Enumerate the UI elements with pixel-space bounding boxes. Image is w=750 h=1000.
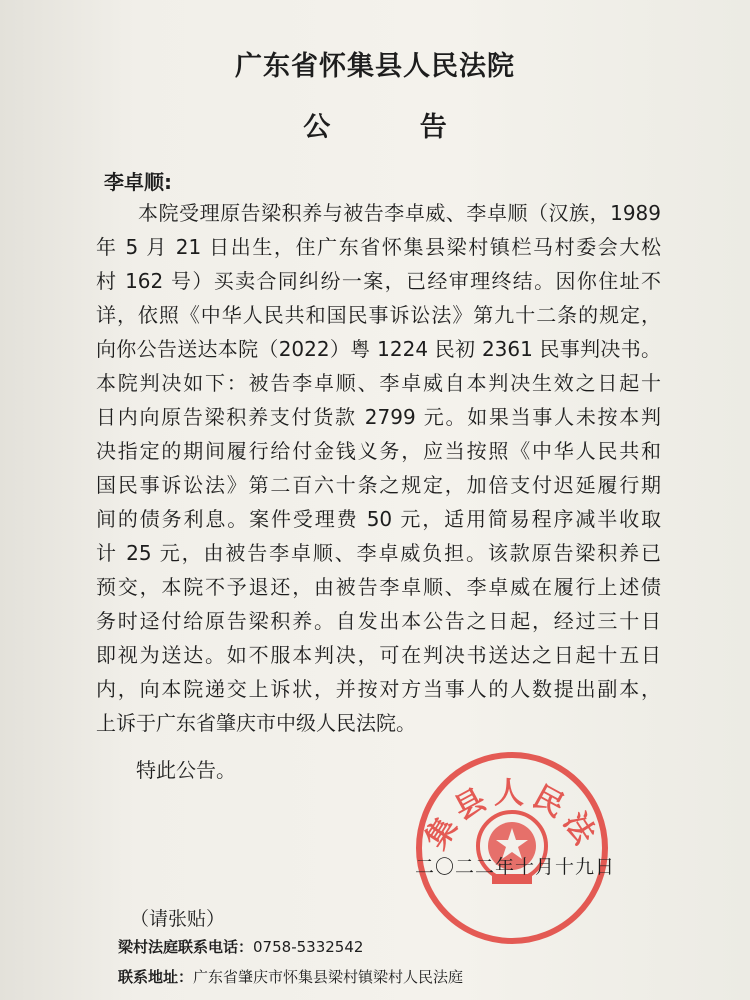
- body-line: 本院判决如下：被告李卓顺、李卓威自本判决生效之日起十: [96, 371, 661, 395]
- posting-note: （请张贴）: [130, 908, 226, 930]
- closing-remark: 特此公告。: [136, 758, 236, 782]
- body-line: 计 25 元，由被告李卓顺、李卓威负担。该款原告梁积养已: [96, 541, 661, 565]
- body-line: 上诉于广东省肇庆市中级人民法院。: [96, 711, 416, 735]
- issue-date: 二〇二二年十月十九日: [415, 856, 616, 878]
- address-label: 联系地址：: [118, 968, 194, 986]
- body-line: 年 5 月 21 日出生，住广东省怀集县梁村镇栏马村委会大松: [96, 235, 661, 259]
- body-line: 日内向原告梁积养支付货款 2799 元。如果当事人未按本判: [96, 405, 661, 429]
- body-line: 详，依照《中华人民共和国民事诉讼法》第九十二条的规定，: [96, 303, 661, 327]
- phone-row: [118, 936, 363, 957]
- court-seal: [412, 748, 612, 948]
- seal-text: 集县人民法: [418, 775, 606, 856]
- phone-label: 梁村法庭联系电话：: [118, 938, 254, 956]
- addressee: 李卓顺:: [104, 170, 172, 194]
- document-type: 公 告: [303, 112, 487, 143]
- body-line: 本院受理原告梁积养与被告李卓威、李卓顺（汉族，1989: [138, 201, 661, 225]
- court-name: 广东省怀集县人民法院: [235, 51, 515, 82]
- body-line: 内，向本院递交上诉状，并按对方当事人的人数提出副本，: [96, 677, 661, 701]
- body-line: 村 162 号）买卖合同纠纷一案，已经审理终结。因你住址不: [96, 269, 661, 293]
- address-row: [118, 966, 463, 987]
- body-line: 间的债务利息。案件受理费 50 元，适用简易程序减半收取: [96, 507, 661, 531]
- body-line: 向你公告送达本院（2022）粤 1224 民初 2361 民事判决书。: [96, 337, 661, 361]
- body-line: 预交，本院不予退还，由被告李卓顺、李卓威在履行上述债: [96, 575, 661, 599]
- phone-number: 0758-5332542: [253, 938, 364, 956]
- body-line: 决指定的期间履行给付金钱义务，应当按照《中华人民共和: [96, 439, 661, 463]
- body-line: 务时迳付给原告梁积养。自发出本公告之日起，经过三十日: [96, 609, 661, 633]
- body-line: 国民事诉讼法》第二百六十条之规定，加倍支付迟延履行期: [96, 473, 661, 497]
- address-text: 广东省肇庆市怀集县梁村镇梁村人民法庭: [193, 968, 464, 986]
- body-line: 即视为送达。如不服本判决，可在判决书送达之日起十五日: [96, 643, 661, 667]
